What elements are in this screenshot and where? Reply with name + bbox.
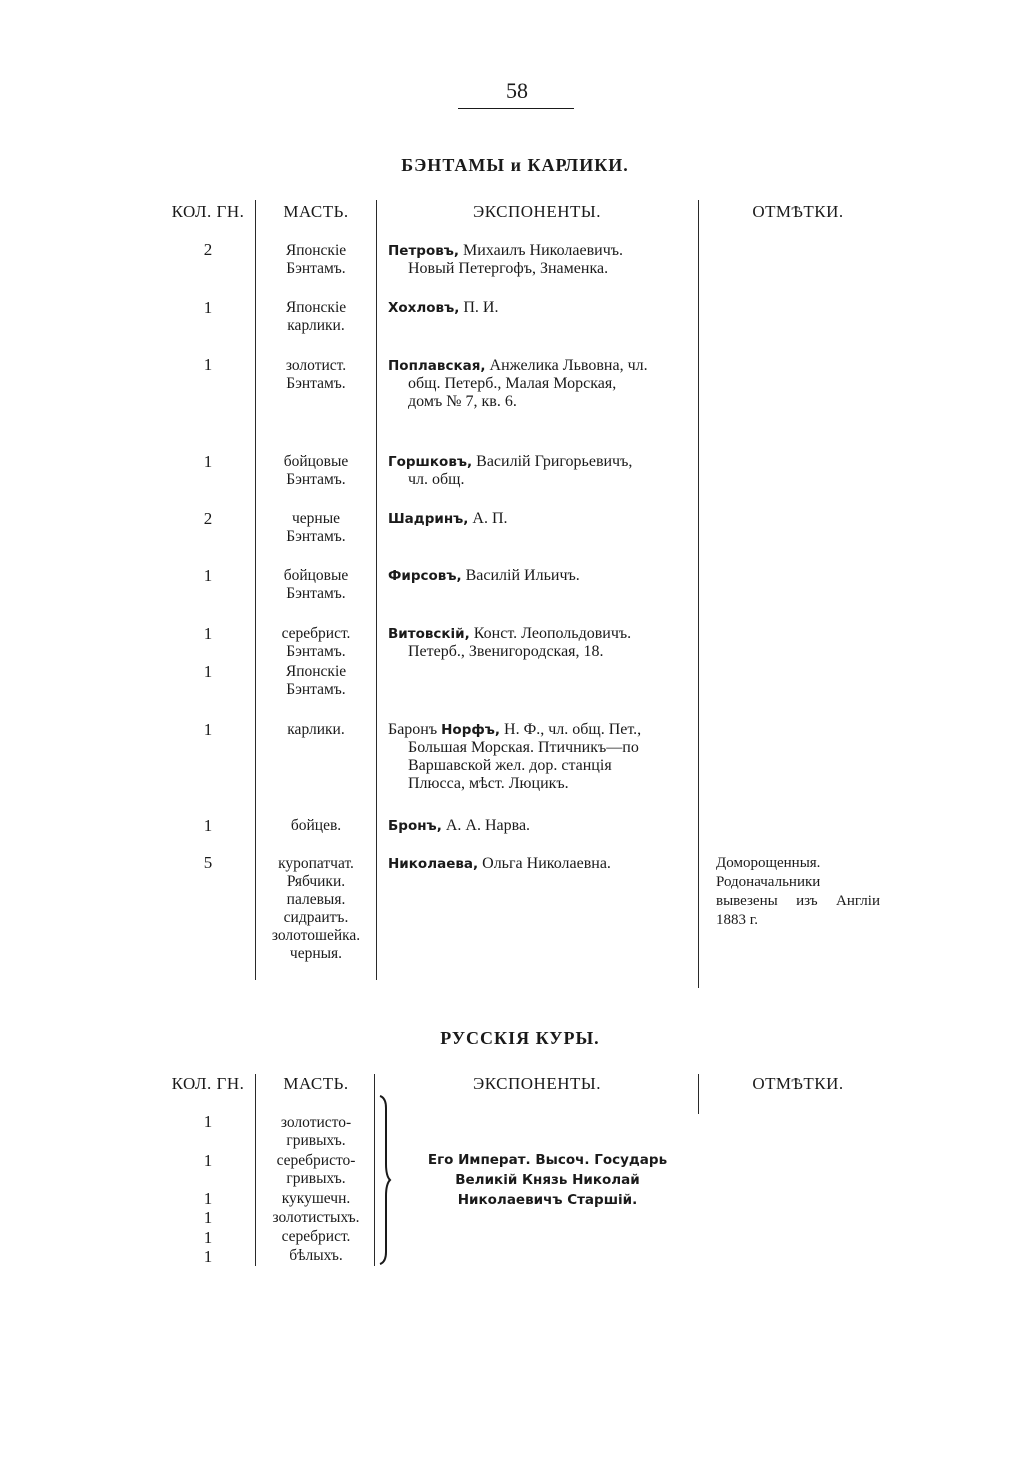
colour-cell: золотистыхъ. bbox=[272, 1209, 360, 1226]
quantity-cell: 1 bbox=[203, 662, 213, 681]
exhibitor-entry: Баронъ Норфъ, Н. Ф., чл. общ. Пет., Большая Морская. Птичникъ—по Варшавской жел. дор. станція Плюсса, мѣст. Люцикъ. bbox=[388, 721, 642, 792]
colour-cell: бойцев. bbox=[290, 817, 342, 834]
exhibitor-name: Витовскій, bbox=[388, 626, 470, 642]
exhibitor-name: Николаева, bbox=[388, 856, 479, 872]
header-colour: МАСТЬ. bbox=[283, 202, 349, 221]
colour-cell: золотист. Бэнтамъ. bbox=[285, 357, 347, 392]
section-title-russian-hens: РУССКІЯ КУРЫ. bbox=[440, 1028, 600, 1048]
colour-cell: серебрист. bbox=[281, 1228, 351, 1245]
exhibitor-entry: Фирсовъ, Василій Ильичъ. bbox=[388, 567, 580, 584]
column-divider bbox=[698, 1074, 699, 1114]
colour-cell: серебрист. Бэнтамъ. bbox=[281, 625, 351, 660]
quantity-cell: 1 bbox=[203, 720, 213, 739]
exhibitor-entry: Николаева, Ольга Николаевна. bbox=[388, 855, 611, 872]
quantity-cell: 1 bbox=[203, 452, 213, 471]
header-colour: МАСТЬ. bbox=[283, 1074, 349, 1093]
exhibitor-entry-royal: Его Императ. Высоч. Государь Великій Князь Николай Николаевичъ Старшій. bbox=[427, 1152, 668, 1208]
quantity-cell: 1 bbox=[203, 1208, 213, 1227]
exhibitor-name: Хохловъ, bbox=[388, 300, 460, 316]
quantity-cell: 5 bbox=[203, 853, 213, 872]
header-notes: ОТМѢТКИ. bbox=[752, 1074, 844, 1093]
colour-cell: карлики. bbox=[287, 721, 345, 738]
quantity-cell: 1 bbox=[203, 566, 213, 585]
curly-brace-icon bbox=[372, 1094, 392, 1266]
quantity-cell: 1 bbox=[203, 816, 213, 835]
colour-cell: бойцовые Бэнтамъ. bbox=[283, 567, 349, 602]
exhibitor-name: Поплавская, bbox=[388, 358, 486, 374]
quantity-cell: 1 bbox=[203, 624, 213, 643]
quantity-cell: 1 bbox=[203, 1247, 213, 1266]
colour-cell: Японскіе Бэнтамъ. bbox=[285, 663, 347, 698]
colour-cell: черные Бэнтамъ. bbox=[286, 510, 346, 545]
quantity-cell: 2 bbox=[203, 240, 213, 259]
header-quantity: КОЛ. ГН. bbox=[171, 1074, 245, 1093]
page-number: 58 bbox=[506, 78, 528, 103]
exhibitor-entry: Петровъ, Михаилъ Николаевичъ. Новый Петергофъ, Знаменка. bbox=[388, 242, 624, 277]
exhibitor-name: Бронъ, bbox=[388, 818, 442, 834]
header-notes: ОТМѢТКИ. bbox=[752, 202, 844, 221]
exhibitor-name: Шадринъ, bbox=[388, 511, 469, 527]
colour-cell: Японскіе карлики. bbox=[285, 299, 347, 334]
quantity-cell: 1 bbox=[203, 1228, 213, 1247]
exhibitor-name: Фирсовъ, bbox=[388, 568, 462, 584]
header-exhibitors: ЭКСПОНЕНТЫ. bbox=[473, 1074, 601, 1093]
colour-cell: серебристо- гривыхъ. bbox=[276, 1152, 356, 1187]
quantity-cell: 1 bbox=[203, 355, 213, 374]
quantity-cell: 1 bbox=[203, 1189, 213, 1208]
quantity-cell: 1 bbox=[203, 1112, 213, 1131]
quantity-cell: 2 bbox=[203, 509, 213, 528]
colour-cell: бѣлыхъ. bbox=[289, 1247, 343, 1264]
exhibitor-entry: Хохловъ, П. И. bbox=[388, 299, 499, 316]
colour-cell: золотисто- гривыхъ. bbox=[280, 1114, 352, 1149]
column-divider bbox=[698, 200, 699, 988]
colour-cell: Японскіе Бэнтамъ. bbox=[285, 242, 347, 277]
section-title-bantams: БЭНТАМЫ и КАРЛИКИ. bbox=[401, 155, 629, 175]
header-quantity: КОЛ. ГН. bbox=[171, 202, 245, 221]
exhibitor-name: Горшковъ, bbox=[388, 454, 473, 470]
colour-cell: кукушечн. bbox=[281, 1190, 351, 1207]
exhibitor-name: Норфъ, bbox=[441, 722, 501, 738]
exhibitor-entry: Витовскій, Конст. Леопольдовичъ. Петерб., Звенигородская, 18. bbox=[388, 625, 632, 660]
exhibitor-entry: Горшковъ, Василій Григорьевичъ, чл. общ. bbox=[388, 453, 633, 488]
quantity-cell: 1 bbox=[203, 298, 213, 317]
colour-cell: бойцовые Бэнтамъ. bbox=[283, 453, 349, 488]
note-cell: Доморощенныя. Родоначальники вывезены изъ Англіи 1883 г. bbox=[716, 855, 880, 928]
header-exhibitors: ЭКСПОНЕНТЫ. bbox=[473, 202, 601, 221]
exhibitor-entry: Бронъ, А. А. Нарва. bbox=[388, 817, 531, 834]
quantity-cell: 1 bbox=[203, 1151, 213, 1170]
exhibitor-entry: Поплавская, Анжелика Львовна, чл. общ. Петерб., Малая Морская, домъ № 7, кв. 6. bbox=[388, 357, 648, 410]
exhibitor-name: Петровъ, bbox=[388, 243, 460, 259]
page-number-rule bbox=[458, 108, 574, 109]
exhibitor-entry: Шадринъ, А. П. bbox=[388, 510, 508, 527]
colour-cell: куропатчат. Рябчики. палевыя. сидраитъ. золотошейка. черныя. bbox=[271, 855, 361, 962]
column-divider bbox=[376, 200, 377, 980]
